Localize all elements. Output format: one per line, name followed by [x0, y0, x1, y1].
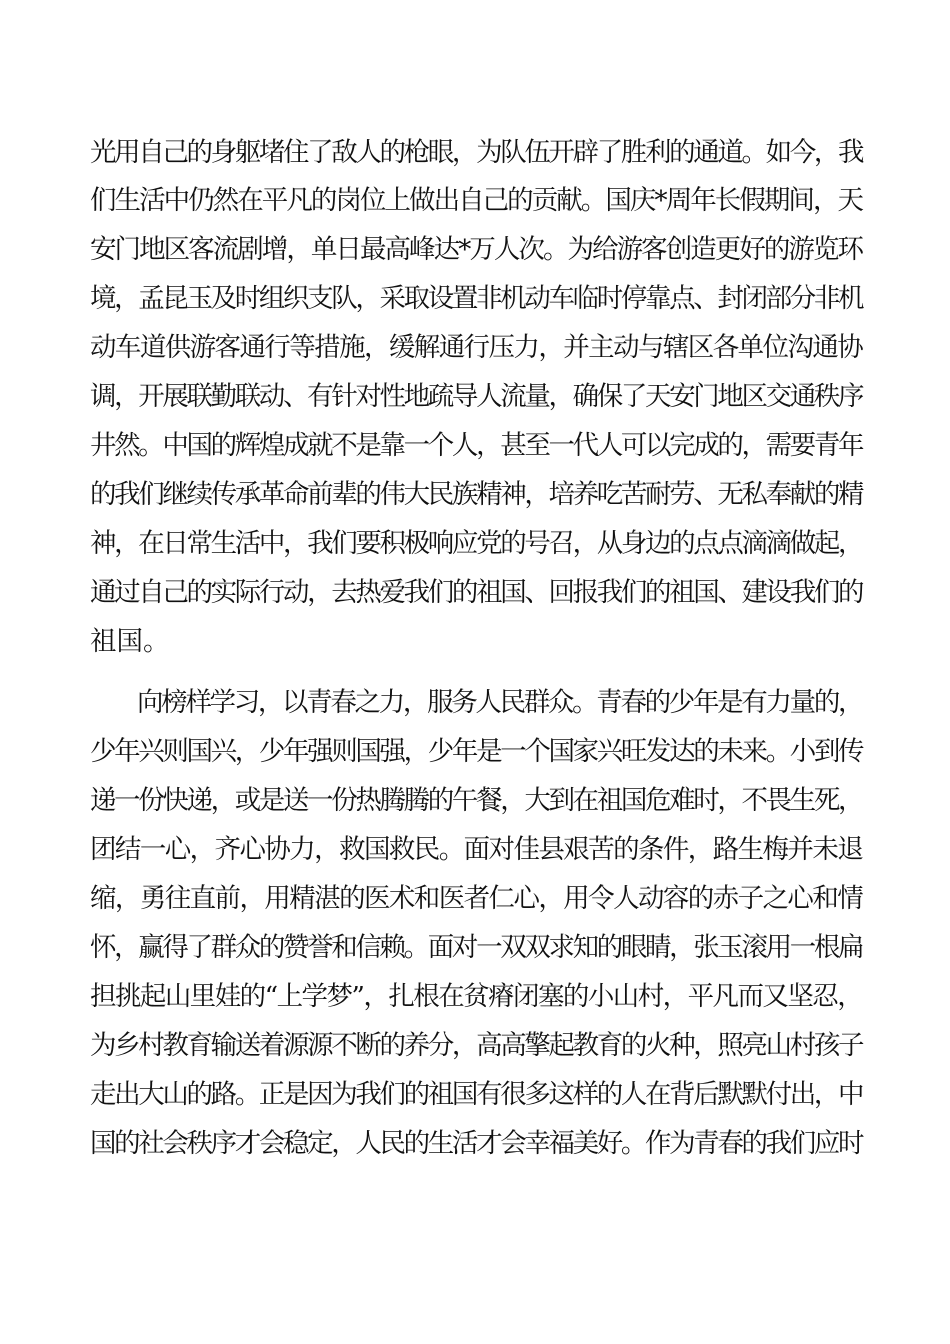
paragraph-1-line-1: 光用自己的身躯堵住了敌人的枪眼，为队伍开辟了胜利的通道。如今，我 — [90, 137, 862, 168]
paragraph-2-line-1: 向榜样学习，以青春之力，服务人民群众。青春的少年是有力量的， — [137, 687, 862, 718]
paragraph-2-line-4: 团结一心，齐心协力，救国救民。面对佳县艰苦的条件，路生梅并未退 — [90, 834, 862, 865]
paragraph-1-line-4: 境，孟昆玉及时组织支队，采取设置非机动车临时停靠点、封闭部分非机 — [90, 283, 862, 314]
paragraph-2-line-7: 担挑起山里娃的“上学梦”，扎根在贫瘠闭塞的小山村，平凡而又坚忍， — [90, 981, 862, 1012]
paragraph-2-line-9: 走出大山的路。正是因为我们的祖国有很多这样的人在背后默默付出，中 — [90, 1079, 862, 1110]
paragraph-1-line-6: 调，开展联勤联动、有针对性地疏导人流量，确保了天安门地区交通秩序 — [90, 381, 862, 412]
paragraph-1-line-10: 通过自己的实际行动，去热爱我们的祖国、回报我们的祖国、建设我们的 — [90, 577, 862, 608]
paragraph-1-line-3: 安门地区客流剧增，单日最高峰达*万人次。为给游客创造更好的游览环 — [90, 234, 862, 265]
paragraph-2-line-3: 递一份快递，或是送一份热腾腾的午餐，大到在祖国危难时，不畏生死， — [90, 785, 862, 816]
paragraph-2-line-2: 少年兴则国兴，少年强则国强，少年是一个国家兴旺发达的未来。小到传 — [90, 736, 862, 767]
paragraph-2-line-8: 为乡村教育输送着源源不断的养分，高高擎起教育的火种，照亮山村孩子 — [90, 1030, 862, 1061]
paragraph-1-line-2: 们生活中仍然在平凡的岗位上做出自己的贡献。国庆*周年长假期间，天 — [90, 185, 862, 216]
paragraph-2-line-6: 怀，赢得了群众的赞誉和信赖。面对一双双求知的眼睛，张玉滚用一根扁 — [90, 932, 862, 963]
paragraph-1-line-8: 的我们继续传承革命前辈的伟大民族精神，培养吃苦耐劳、无私奉献的精 — [90, 479, 862, 510]
paragraph-2-line-5: 缩，勇往直前，用精湛的医术和医者仁心，用令人动容的赤子之心和情 — [90, 883, 862, 914]
paragraph-2-line-10: 国的社会秩序才会稳定，人民的生活才会幸福美好。作为青春的我们应时 — [90, 1128, 862, 1159]
paragraph-1-line-11: 祖国。 — [90, 626, 170, 657]
paragraph-1-line-9: 神，在日常生活中，我们要积极响应党的号召，从身边的点点滴滴做起， — [90, 528, 862, 559]
paragraph-1-line-7: 井然。中国的辉煌成就不是靠一个人，甚至一代人可以完成的，需要青年 — [90, 430, 862, 461]
paragraph-1-line-5: 动车道供游客通行等措施，缓解通行压力，并主动与辖区各单位沟通协 — [90, 332, 862, 363]
